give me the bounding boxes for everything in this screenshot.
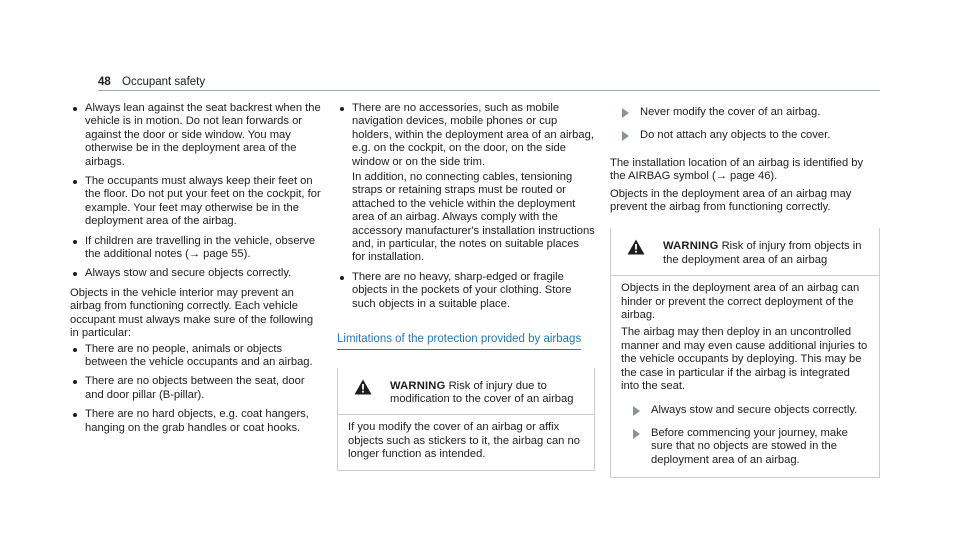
bullet-dot (340, 107, 344, 111)
bullet-dot (73, 413, 77, 417)
list-item: There are no objects between the seat, door and door pillar (B-pillar). (70, 375, 324, 402)
bullet-dot (73, 107, 77, 111)
info-paragraphs (610, 157, 880, 215)
list-item: There are no accessories, such as mobile navigation devices, mobile phones or cup holders, within the deployment area of an airbag, e.g. on the cockpit, on the door, on the side window or on the side trim. In addition, no connecting cables, tensioning straps or retaining straps must be routed or attached to the vehicle within the deployment area of an airbag. Always comply with the accessory manufacturer's installation instructions and, in particular, the notes on suitable places for installation. (337, 102, 595, 265)
action-list (621, 404, 869, 468)
bullet-list (70, 343, 324, 435)
warning-box (337, 368, 595, 471)
warning-title: Risk of injury due to modification to the cover of an airbag (390, 379, 574, 405)
warning-triangle-icon (627, 239, 645, 255)
list-item: There are no people, animals or objects between the vehicle occupants and an airbag. (70, 343, 324, 370)
warning-triangle-icon (354, 379, 372, 395)
paragraph: The installation location of an airbag is identified by the AIRBAG symbol (→ page 46). (610, 156, 864, 183)
page-number: 48 (98, 76, 111, 88)
column-1 (70, 102, 324, 441)
warning-box (610, 228, 880, 478)
bullet-dot (340, 276, 344, 280)
header-rule (98, 90, 880, 91)
bullet-list (337, 102, 595, 311)
warning-header (611, 228, 879, 275)
warning-title: Risk of injury from objects in the deployment area of an airbag (663, 240, 862, 266)
arrow-right-icon (622, 108, 629, 118)
action-list (610, 106, 880, 143)
arrow-right-icon (622, 131, 629, 141)
list-item: There are no heavy, sharp-edged or fragile objects in the pockets of your clothing. Store such objects in a suitable place. (337, 271, 595, 311)
action-item: Do not attach any objects to the cover. (610, 129, 880, 142)
arrow-right-icon (633, 406, 640, 416)
list-item: Always lean against the seat backrest when the vehicle is in motion. Do not lean forwards or against the door or side window. You may otherwise be in the deployment area of the airbags. (70, 102, 324, 169)
list-item: Always stow and secure objects correctly. (70, 267, 324, 280)
action-item: Before commencing your journey, make sure that no objects are stowed in the deployment area of an airbag. (621, 427, 869, 467)
warning-header (338, 368, 594, 415)
subheading-wrap (337, 333, 595, 349)
column-2 (337, 102, 595, 471)
bullet-dot (73, 240, 77, 244)
warning-body: Objects in the deployment area of an airbag can hinder or prevent the correct deployment of the airbag. The airbag may then deploy in an uncontrolled manner and may even cause additional injuries to the vehicle occupants by deploying. This may be the case in particular if the airbag is integrated into the seat. Always stow and secure objects correctly. Before commencing your journey, make sure that no objects are stowed in the deployment area of an airbag. (611, 275, 879, 477)
arrow-right-icon (633, 429, 640, 439)
bullet-dot (73, 180, 77, 184)
warning-label: WARNING (663, 240, 719, 253)
bullet-list (70, 102, 324, 281)
list-item: If children are travelling in the vehicle, observe the additional notes (→ page 55). (70, 235, 324, 262)
bullet-dot (73, 380, 77, 384)
list-item: There are no hard objects, e.g. coat hangers, hanging on the grab handles or coat hooks. (70, 408, 324, 435)
warning-label: WARNING (390, 379, 446, 392)
bullet-dot (73, 272, 77, 276)
page-header (98, 72, 880, 92)
bullet-dot (73, 348, 77, 352)
paragraph: Objects in the vehicle interior may prevent an airbag from functioning correctly. Each vehicle occupant must always make sure of the following in particular: (70, 286, 314, 340)
warning-body: If you modify the cover of an airbag or affix objects such as stickers to it, the airbag can no longer function as intended. (338, 414, 594, 469)
section-title: Occupant safety (122, 76, 206, 88)
subheading: Limitations of the protection provided by airbags (337, 333, 581, 349)
list-item: The occupants must always keep their feet on the floor. Do not put your feet on the cockpit, for example. Your feet may otherwise be in the deployment area of the airbag. (70, 175, 324, 229)
column-3 (610, 102, 880, 478)
paragraph: Objects in the deployment area of an airbag may prevent the airbag from functioning correctly. (610, 187, 852, 214)
action-item: Never modify the cover of an airbag. (610, 106, 880, 119)
action-item: Always stow and secure objects correctly. (621, 404, 869, 417)
